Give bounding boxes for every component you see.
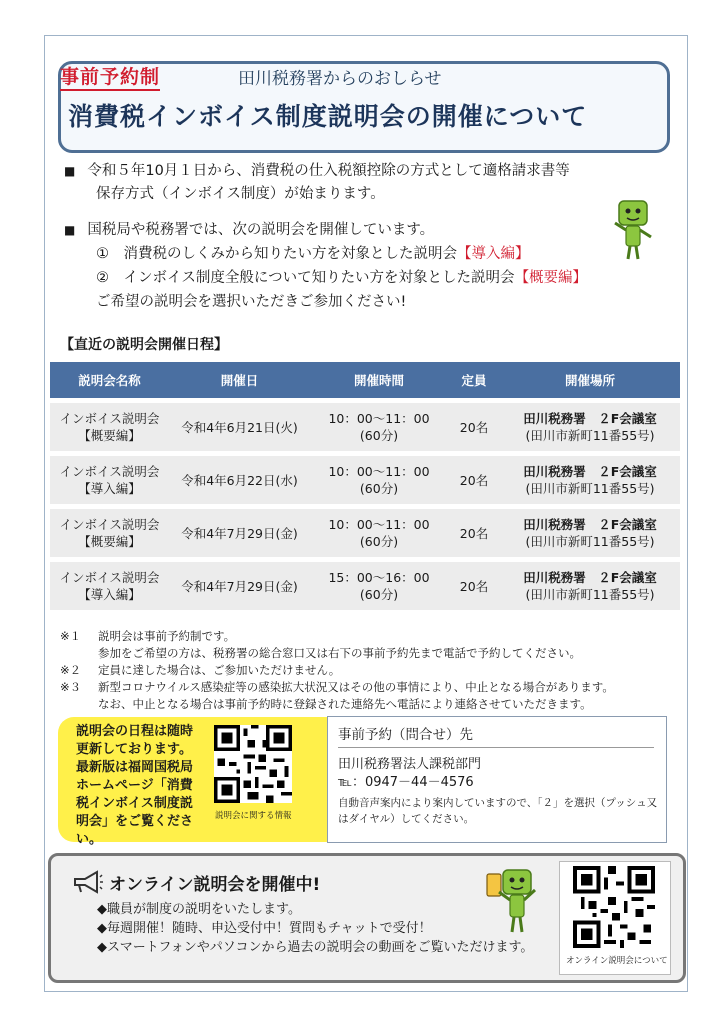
contact-heading: 事前予約（問合せ）先 [338, 727, 473, 743]
note-3-detail: なお、中止となる場合は事前予約時に登録された連絡先へ電話により連絡させていただきます。 [98, 697, 592, 711]
online-heading: オンライン説明会を開催中! [109, 875, 321, 895]
note-1-detail: 参加をご希望の方は、税務署の総合窓口又は右下の事前予約先まで電話で予約してください。 [98, 646, 581, 660]
col-header-capacity: 定員 [448, 362, 500, 398]
note-1: ※１ 説明会は事前予約制です。 [60, 629, 236, 643]
notes-section [60, 628, 614, 713]
reservation-badge: 事前予約制 [60, 62, 160, 91]
list-item: ◆毎週開催！随時、申込受付中！質問もチャットで受付！ [97, 921, 432, 936]
session-type-1 [96, 243, 530, 266]
intro-bullet-2: ■ 国税局や税務署では、次の説明会を開催しています。 [64, 222, 435, 238]
col-header-place: 開催場所 [500, 362, 680, 398]
schedule-header-row [50, 362, 680, 398]
capacity-cell: 20名 [448, 509, 500, 557]
update-info-text: 説明会の日程は随時 更新しております。 最新版は福岡国税局 ホームページ「消費 税インボイス制度説 明会」をご覧くださ い。 [76, 724, 194, 847]
capacity-cell: 20名 [448, 456, 500, 504]
note-3: ※３ 新型コロナウイルス感染症等の感染拡大状況又はその他の事情により、中止となる場合があります。 [60, 680, 614, 694]
session-type-1-text: ① 消費税のしくみから知りたい方を対象とした説明会 [96, 246, 457, 262]
session-type-2 [96, 267, 587, 290]
megaphone-icon [71, 870, 103, 894]
note-2: ※２ 定員に達した場合は、ご参加いただけません。 [60, 663, 341, 677]
list-item: ◆職員が制度の説明をいたします。 [97, 902, 301, 917]
mascot-illustration [611, 199, 655, 261]
table-row [50, 403, 680, 451]
page-title: 消費税インボイス制度説明会の開催について [68, 102, 588, 131]
qr-code[interactable] [573, 866, 655, 948]
place-cell: 田川税務署 ２F会議室 (田川市新町11番55号) [500, 456, 680, 504]
contact-department: 田川税務署法人課税部門 [338, 757, 482, 772]
session-type-1-tag: 【導入編】 [457, 246, 530, 262]
mascot-with-phone-illustration [481, 866, 541, 938]
time-cell: 15：00～16：00 (60分) [310, 562, 448, 610]
time-cell: 10：00～11：00 (60分) [310, 403, 448, 451]
capacity-cell: 20名 [448, 403, 500, 451]
place-cell: 田川税務署 ２F会議室 (田川市新町11番55号) [500, 509, 680, 557]
qr-caption: オンライン説明会について [566, 956, 668, 966]
list-item: ◆スマートフォンやパソコンから過去の説明会の動画をご覧いただけます。 [97, 940, 534, 955]
contact-box [327, 716, 667, 843]
intro-bullet-1-cont: 保存方式（インボイス制度）が始まります。 [96, 186, 385, 202]
contact-guidance: 自動音声案内により案内していますので、「２」を選択（プッシュ又はダイヤル）してください。 [338, 797, 658, 825]
intro-closing: ご希望の説明会を選択いただきご参加ください! [96, 294, 407, 310]
organization-name: 田川税務署からのおしらせ [238, 69, 442, 89]
table-row [50, 562, 680, 610]
divider [338, 747, 654, 748]
qr-code[interactable] [214, 725, 292, 803]
online-session-panel [48, 853, 686, 983]
place-cell: 田川税務署 ２F会議室 (田川市新町11番55号) [500, 403, 680, 451]
session-name-cell: インボイス説明会 【導入編】 [50, 562, 169, 610]
update-info-box [58, 717, 342, 847]
date-cell: 令和4年6月22日(水) [169, 456, 310, 504]
date-cell: 令和4年7月29日(金) [169, 562, 310, 610]
table-row [50, 509, 680, 557]
session-name-cell: インボイス説明会 【概要編】 [50, 403, 169, 451]
session-name-cell: インボイス説明会 【導入編】 [50, 456, 169, 504]
time-cell: 10：00～11：00 (60分) [310, 509, 448, 557]
schedule-label: 【直近の説明会開催日程】 [60, 337, 228, 353]
qr-caption: 説明会に関する情報 [215, 811, 292, 821]
intro-bullet-1: ■ 令和５年10月１日から、消費税の仕入税額控除の方式として適格請求書等 [64, 163, 570, 179]
online-qr-container [559, 861, 671, 975]
contact-phone[interactable]: ℡：0947－44－4576 [338, 775, 474, 790]
capacity-cell: 20名 [448, 562, 500, 610]
schedule-table [50, 357, 680, 615]
bullet-text: 令和５年10月１日から、消費税の仕入税額控除の方式として適格請求書等 [87, 163, 570, 179]
bullet-text: 国税局や税務署では、次の説明会を開催しています。 [87, 222, 435, 238]
col-header-name: 説明会名称 [50, 362, 169, 398]
place-cell: 田川税務署 ２F会議室 (田川市新町11番55号) [500, 562, 680, 610]
col-header-date: 開催日 [169, 362, 310, 398]
table-row [50, 456, 680, 504]
date-cell: 令和4年7月29日(金) [169, 509, 310, 557]
col-header-time: 開催時間 [310, 362, 448, 398]
session-type-2-text: ② インボイス制度全般について知りたい方を対象とした説明会 [96, 270, 515, 286]
date-cell: 令和4年6月21日(火) [169, 403, 310, 451]
online-feature-list [97, 900, 533, 957]
session-type-2-tag: 【概要編】 [514, 270, 588, 286]
time-cell: 10：00～11：00 (60分) [310, 456, 448, 504]
session-name-cell: インボイス説明会 【概要編】 [50, 509, 169, 557]
